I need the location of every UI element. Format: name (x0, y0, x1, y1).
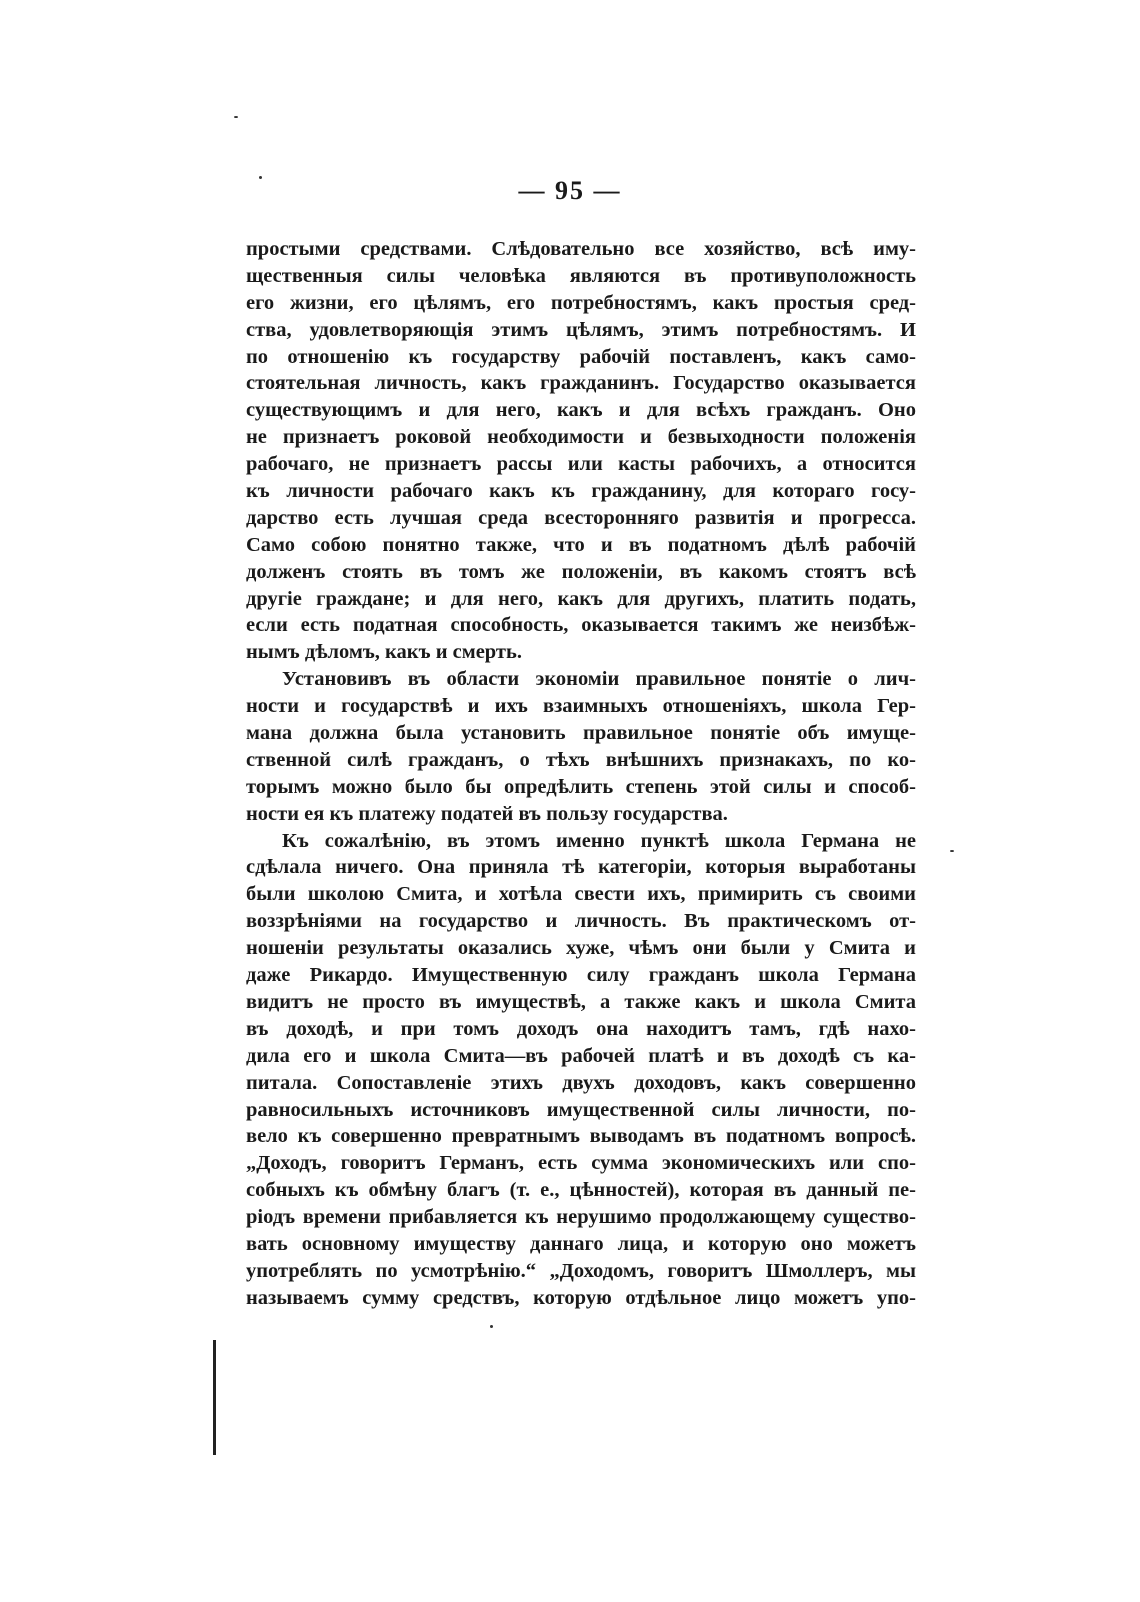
text-line: ности и государствѣ и ихъ взаимныхъ отношеніяхъ, школа Гер- (246, 695, 916, 718)
text-line: къ личности рабочаго какъ къ гражданину, для котораго госу- (246, 480, 916, 503)
text-line: ственной силѣ гражданъ, о тѣхъ внѣшнихъ признакахъ, по ко- (246, 748, 916, 771)
scan-speck (234, 116, 238, 118)
margin-rule (213, 1340, 216, 1455)
text-line: щественныя силы человѣка являются въ противуположность (246, 264, 916, 287)
text-line: „Доходъ, говоритъ Германъ, есть сумма экономическихъ или спо- (246, 1152, 916, 1175)
text-line: нымъ дѣломъ, какъ и смерть. (246, 641, 522, 664)
text-line: рабочаго, не признаетъ рассы или касты рабочихъ, а относится (246, 453, 916, 476)
paragraph-3 (246, 828, 916, 1312)
scan-speck (950, 850, 954, 852)
text-line: даже Рикардо. Имущественную силу гражданъ школа Германа (246, 964, 916, 987)
text-line: ріодъ времени прибавляется къ нерушимо продолжающему существо- (246, 1206, 916, 1229)
text-line: Установивъ въ области экономіи правильное понятіе о лич- (282, 668, 916, 691)
text-line: долженъ стоять въ томъ же положеніи, въ какомъ стоятъ всѣ (246, 560, 916, 583)
text-line: не признаетъ роковой необходимости и безвыходности положенія (246, 426, 916, 449)
paragraph-2 (246, 666, 916, 827)
text-line: сдѣлала ничего. Она приняла тѣ категоріи, которыя выработаны (246, 856, 916, 879)
text-line: въ доходѣ, и при томъ доходъ она находитъ тамъ, гдѣ нахо- (246, 1017, 916, 1040)
page-number: — 95 — (518, 176, 622, 205)
text-line: Къ сожалѣнію, въ этомъ именно пунктѣ школа Германа не (282, 829, 916, 852)
text-line: вать основному имуществу даннаго лица, и которую оно можетъ (246, 1232, 916, 1255)
text-line: ности ея къ платежу податей въ пользу государства. (246, 802, 728, 825)
text-line: если есть податная способность, оказывается такимъ же неизбѣж- (246, 614, 916, 637)
text-line: торымъ можно было бы опредѣлить степень этой силы и способ- (246, 775, 916, 798)
text-line: существующимъ и для него, какъ и для всѣхъ гражданъ. Оно (246, 399, 916, 422)
text-line: стоятельная личность, какъ гражданинъ. Государство оказывается (246, 372, 916, 395)
scan-speck (259, 176, 262, 179)
body-text (246, 236, 916, 1312)
text-line: дарство есть лучшая среда всесторонняго развитія и прогресса. (246, 506, 916, 529)
text-line: называемъ сумму средствъ, которую отдѣльное лицо можетъ упо- (246, 1286, 916, 1309)
text-line: вело къ совершенно превратнымъ выводамъ въ податномъ вопросѣ. (246, 1125, 916, 1148)
text-line: его жизни, его цѣлямъ, его потребностямъ, какъ простыя сред- (246, 291, 916, 314)
text-line: Само собою понятно также, что и въ податномъ дѣлѣ рабочій (246, 533, 916, 556)
text-line: питала. Сопоставленіе этихъ двухъ доходовъ, какъ совершенно (246, 1071, 916, 1094)
text-line: были школою Смита, и хотѣла свести ихъ, примирить съ своими (246, 883, 916, 906)
paragraph-1 (246, 236, 916, 666)
text-line: употреблять по усмотрѣнію.“ „Доходомъ, говоритъ Шмоллеръ, мы (246, 1259, 916, 1282)
text-line: собныхъ къ обмѣну благъ (т. е., цѣнностей), которая въ данный пе- (246, 1179, 916, 1202)
text-line: по отношенію къ государству рабочій поставленъ, какъ само- (246, 345, 916, 368)
text-line: воззрѣніями на государство и личность. Въ практическомъ от- (246, 910, 916, 933)
text-line: равносильныхъ источниковъ имущественной силы личности, по- (246, 1098, 916, 1121)
text-line: мана должна была установить правильное понятіе объ имуще- (246, 722, 916, 745)
text-line: другіе граждане; и для него, какъ для другихъ, платить подать, (246, 587, 916, 610)
text-line: простыми средствами. Слѣдовательно все хозяйство, всѣ иму- (246, 238, 916, 260)
text-line: ношеніи результаты оказались хуже, чѣмъ они были у Смита и (246, 937, 916, 960)
text-line: дила его и школа Смита—въ рабочей платѣ и въ доходѣ съ ка- (246, 1044, 916, 1067)
scan-speck (490, 1325, 493, 1328)
text-line: видитъ не просто въ имуществѣ, а также какъ и школа Смита (246, 990, 916, 1013)
text-line: ства, удовлетворяющія этимъ цѣлямъ, этимъ потребностямъ. И (246, 318, 916, 341)
